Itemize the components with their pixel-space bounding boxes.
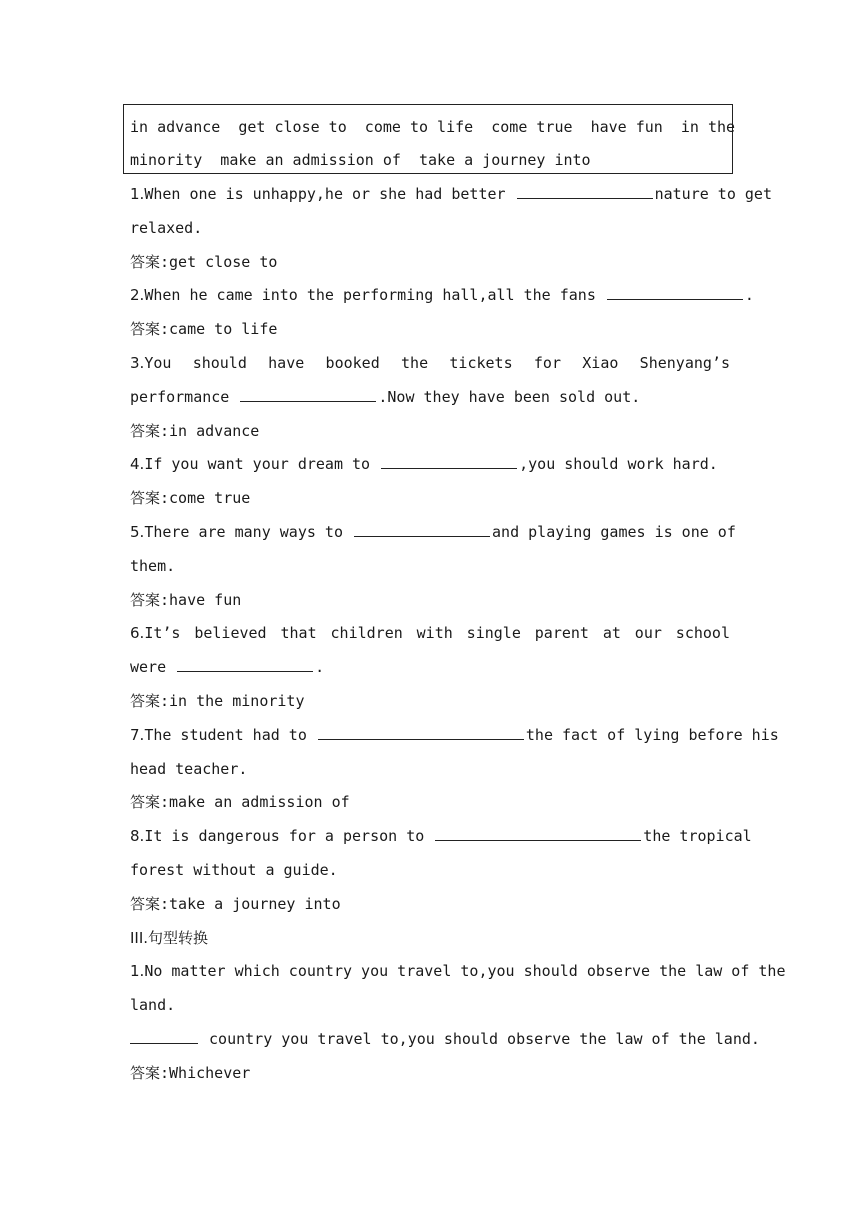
answer-blank [240,386,376,402]
word-bank-line-2: minority make an admission of take a journey into [130,151,591,169]
answer-3: 答案:in advance [130,421,260,440]
question-1 [130,178,772,212]
question-text-after: ,you should work hard. [519,455,718,474]
answer-blank [381,453,517,469]
answer-5: 答案:have fun [130,590,242,609]
question-3 [130,347,730,381]
question-text-after: nature to get [654,185,772,203]
answer-7: 答案:make an admission of [130,793,350,812]
question-text-after: . [744,286,754,305]
answer-blank [177,656,313,672]
answer-blank [435,825,641,841]
rewrite-question-1 [130,955,786,989]
question-number: 6. [130,624,145,643]
question-text: performance [130,387,239,406]
word-bank-box [123,104,736,174]
section-3-title: III.句型转换 [130,928,209,947]
question-text-after: . [315,658,325,677]
answer-blank [607,284,743,300]
question-number: 1. [130,185,145,203]
question-2 [130,279,754,313]
answer-blank [354,521,490,537]
question-number: 5. [130,522,145,541]
question-number: 8. [130,827,145,846]
question-3-continued [130,381,730,415]
question-8 [130,820,752,854]
answer-6: 答案:in the minority [130,691,305,710]
question-text: were [130,658,176,677]
question-text-after: and playing games is one of [492,522,736,541]
question-6-continued [130,651,730,685]
answer-8: 答案:take a journey into [130,894,341,913]
rewrite-question-1-continued: land. [130,996,176,1015]
question-text: It’s believed that children with single parent at our school [144,624,730,643]
question-number: 3. [130,353,145,372]
question-text: There are many ways to [144,522,353,541]
answer-1: 答案:get close to [130,252,278,271]
answer-blank [130,1028,198,1044]
question-text: You should have booked the tickets for Xiao Shenyang’s [144,353,730,372]
question-7-continued: head teacher. [130,759,248,778]
exercise-content [130,178,786,1091]
rewrite-text: country you travel to,you should observe the law of the land. [200,1029,760,1048]
question-number: 7. [130,725,145,744]
question-number: 1. [130,962,145,981]
question-text-after: .Now they have been sold out. [378,387,641,406]
question-text-after: the fact of lying before his [525,725,779,744]
question-1-continued: relaxed. [130,218,203,237]
question-text: When one is unhappy,he or she had better [144,185,515,203]
question-8-continued: forest without a guide. [130,860,338,879]
question-text-after: the tropical [643,827,752,846]
answer-blank [517,183,653,199]
question-5-continued: them. [130,556,176,575]
question-6 [130,617,730,651]
answer-4: 答案:come true [130,489,251,508]
word-bank-line-1: in advance get close to come to life come true have fun in the [130,118,736,136]
question-number: 4. [130,455,145,474]
answer-2: 答案:came to life [130,320,278,339]
question-text: No matter which country you travel to,you should observe the law of the [144,962,786,981]
question-5 [130,516,736,550]
rewrite-sentence-1 [130,1023,760,1057]
answer-blank [318,724,524,740]
question-text: The student had to [144,725,316,744]
question-number: 2. [130,286,145,305]
question-text: If you want your dream to [144,455,380,474]
question-text: When he came into the performing hall,all the fans [144,286,605,305]
question-7 [130,719,779,753]
question-4 [130,448,730,482]
question-text: It is dangerous for a person to [144,827,434,846]
rewrite-answer-1: 答案:Whichever [130,1063,251,1082]
